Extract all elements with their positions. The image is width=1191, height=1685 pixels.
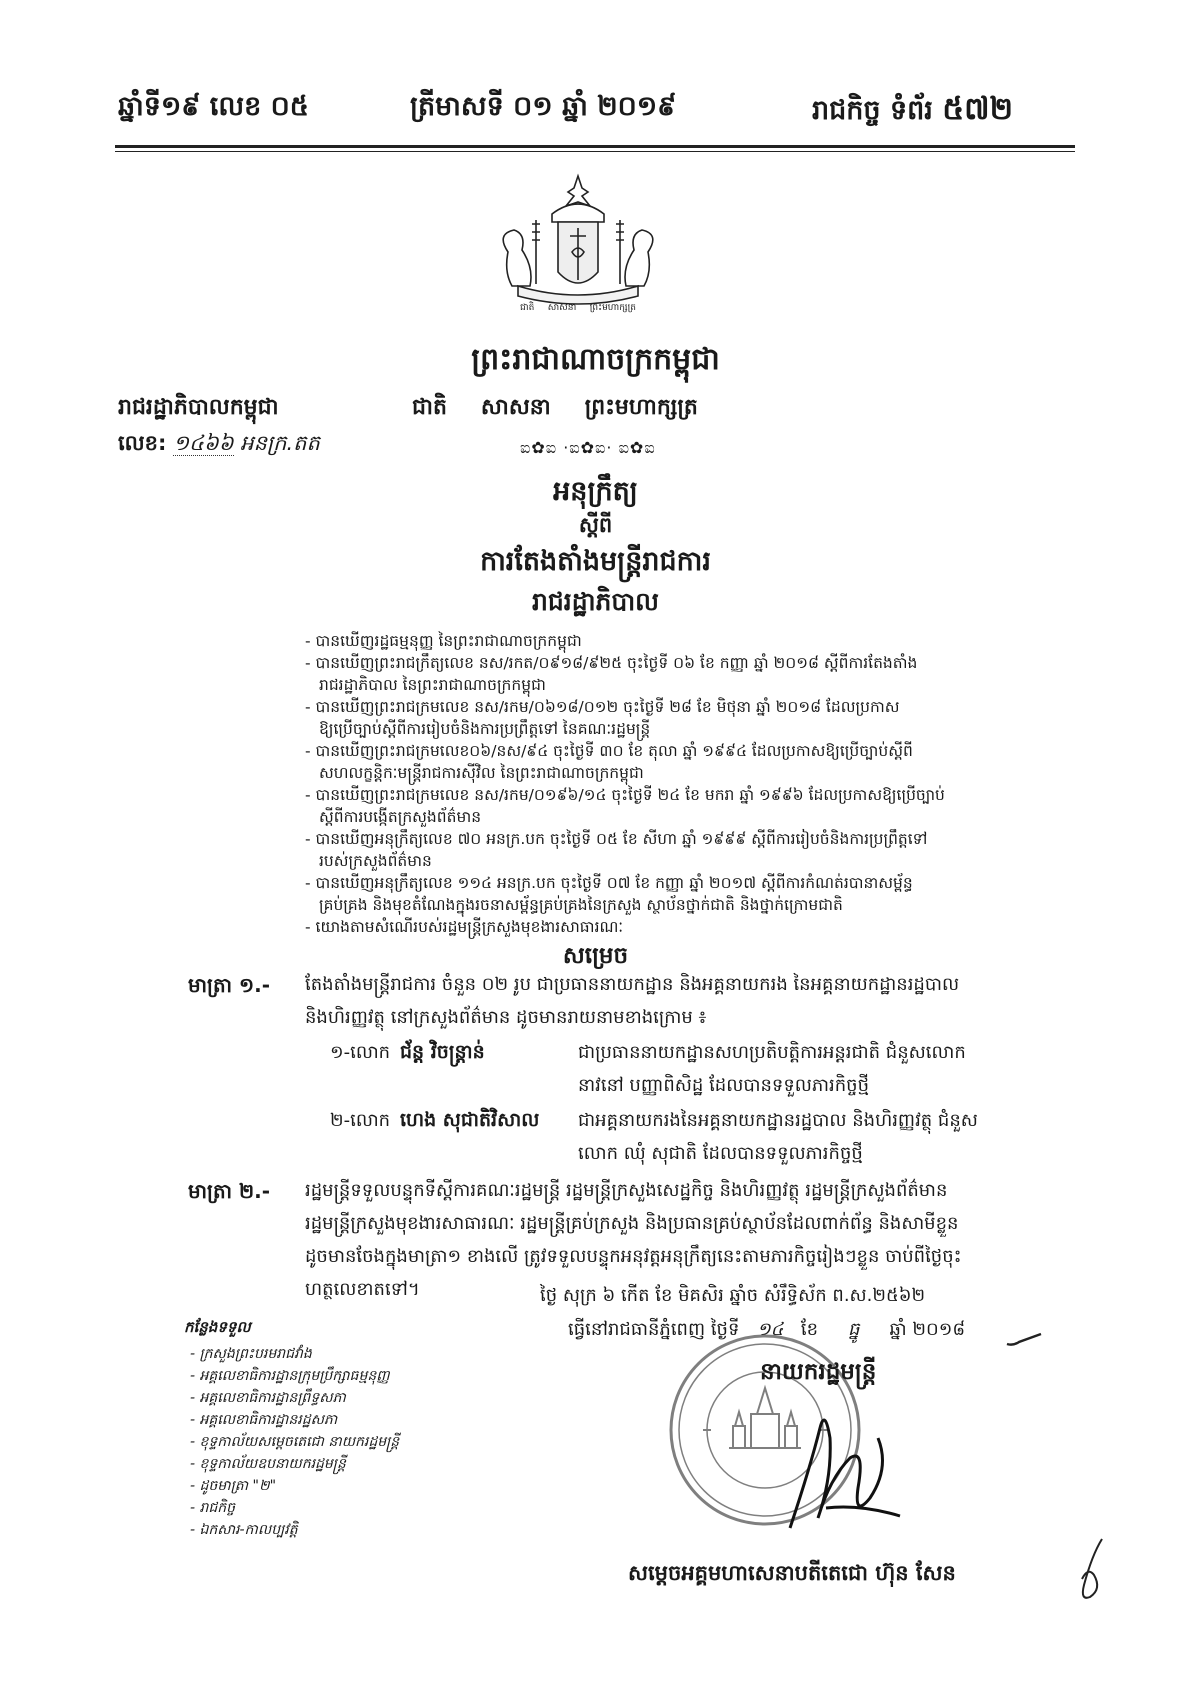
cc-item: - រាជកិច្ច [190, 1500, 236, 1516]
preamble-item-cont: ឱ្យប្រើច្បាប់ស្តីពីការរៀបចំនិងការប្រព្រឹត្តទៅ នៃគណៈរដ្ឋមន្ត្រី [319, 720, 651, 738]
lunar-date: ថ្ងៃ សុក្រ ៦ កើត ខែ មិគសិរ ឆ្នាំច សំរឹទ្ធិស័ក ព.ស.២៥៦២ [540, 1285, 926, 1306]
issue-date-day: ១៤ [756, 1319, 784, 1340]
preamble-item-cont: ស្តីពីការបង្កើតក្រសួងព័ត៌មាន [319, 808, 482, 826]
signature-icon [770, 1408, 920, 1538]
appointee-1-name: ជ័ន្ត វិចន្ត្រាន់ [400, 1041, 485, 1063]
issue-date-text: ធ្វើនៅរាជធានីភ្នំពេញ ថ្ងៃទី [568, 1319, 740, 1340]
decree-about: ស្ដីពី [578, 513, 613, 537]
decree-type: អនុក្រឹត្យ [553, 476, 638, 507]
header-page-number: ៥៧២ [942, 91, 1014, 127]
issue-date-year: ឆ្នាំ ២០១៨ [889, 1319, 966, 1340]
appointee-2-line: ជាអគ្គនាយករងនៃអគ្គនាយកដ្ឋានរដ្ឋបាល និងហិរញ្ញវត្ថុ ជំនួស [578, 1110, 978, 1131]
cc-item: - ដូចមាត្រា "២" [190, 1478, 277, 1494]
preamble-item: - បានឃើញព្រះរាជក្រមលេខ នស/រកម/០១៩៦/១៤ ចុះថ្ងៃទី ២៤ ខែ មករា ឆ្នាំ ១៩៩៦ ដែលប្រកាសឱ្យប្រើច្បាប់ [305, 786, 945, 804]
header-center: ត្រីមាសទី ០១ ឆ្នាំ ២០១៩ [410, 91, 677, 122]
date-tick-icon [1005, 1330, 1045, 1350]
reference-number [118, 430, 320, 461]
article-2-line: ហត្ថលេខាតទៅ។ [305, 1279, 420, 1300]
preamble-item: - បានឃើញព្រះរាជក្រឹត្យលេខ នស/រកត/០៩១៨/៩២៥ ចុះថ្ងៃទី ០៦ ខែ កញ្ញា ឆ្នាំ ២០១៨ ស្តីពីការតែងតាំង [305, 654, 918, 672]
article-1-body [305, 968, 1075, 1034]
cc-item: - អគ្គលេខាធិការដ្ឋានរដ្ឋសភា [190, 1412, 338, 1428]
preamble-item-cont: រាជរដ្ឋាភិបាល នៃព្រះរាជាណាចក្រកម្ពុជា [319, 676, 546, 694]
preamble-item-cont: គ្រប់គ្រង និងមុខតំណែងក្នុងរចនាសម្ព័ន្ធគ្រប់គ្រងនៃក្រសួង ស្ថាប័នថ្នាក់ជាតិ និងថ្នាក់ក្រោមជាតិ [319, 896, 843, 914]
appointee-2-line: លោក ឈុំ សុជាតិ ដែលបានទទួលភារកិច្ចថ្មី [578, 1143, 863, 1164]
article-2-line: រដ្ឋមន្ត្រីទទួលបន្ទុកទីស្តីការគណៈរដ្ឋមន្ត្រី រដ្ឋមន្ត្រីក្រសួងសេដ្ឋកិច្ច និងហិរញ្ញវត្ថុ រដ្ឋមន្ត្រីក្រសួងព័ត៌មាន [305, 1180, 948, 1201]
motto-religion: សាសនា [480, 395, 551, 420]
motto-nation: ជាតិ [412, 395, 447, 420]
cc-item: - អគ្គលេខាធិការដ្ឋានក្រុមប្រឹក្សាធម្មនុញ្ញ [190, 1368, 390, 1384]
ornament-divider: ಐ✿ಐ ·ಐ✿ಐ· ಐ✿ಐ [520, 438, 656, 457]
issue-date-month: ធ្នូ [848, 1319, 860, 1340]
motto-king: ព្រះមហាក្សត្រ [584, 395, 698, 420]
issue-date-month-label: ខែ [800, 1319, 819, 1340]
emblem-banner-king: ព្រះមហាក្សត្រ [589, 303, 636, 313]
preamble-item: - បានឃើញព្រះរាជក្រមលេខ នស/រកម/០៦១៨/០១២ ចុះថ្ងៃទី ២៨ ខែ មិថុនា ឆ្នាំ ២០១៨ ដែលប្រកាស [305, 698, 900, 716]
article-2-line: ដូចមានចែងក្នុងមាត្រា១ ខាងលើ ត្រូវទទួលបន្ទុកអនុវត្តអនុក្រឹត្យនេះតាមភារកិច្ចរៀងៗខ្លួន ចាប់ពីថ្ងៃចុះ [305, 1246, 962, 1267]
preamble-item: - បានឃើញអនុក្រឹត្យលេខ ៧០ អនក្រ.បក ចុះថ្ងៃទី ០៥ ខែ សីហា ឆ្នាំ ១៩៩៩ ស្តីពីការរៀបចំនិងការប្រព្រឹត្តទៅ [305, 830, 928, 848]
reference-suffix: អនក្រ.តត [240, 431, 320, 455]
national-motto [412, 393, 698, 425]
appointee-1-num: ១-លោក [330, 1042, 391, 1063]
cc-title: កន្លែងទទួល [184, 1318, 251, 1336]
article-1-line: និងហិរញ្ញវត្ថុ នៅក្រសួងព័ត៌មាន ដូចមានរាយនាមខាងក្រោម ៖ [305, 1007, 707, 1028]
header-right-prefix: រាជកិច្ច ទំព័រ [812, 95, 933, 126]
preamble-item: - បានឃើញអនុក្រឹត្យលេខ ១១៤ អនក្រ.បក ចុះថ្ងៃទី ០៧ ខែ កញ្ញា ឆ្នាំ ២០១៧ ស្តីពីការកំណត់របានាសម្ព័ន្ធ [305, 874, 913, 892]
header-right [812, 90, 1013, 135]
appointee-1-line: នាវនៅ បញ្ញាពិសិដ្ឋ ដែលបានទទួលភារកិច្ចថ្មី [578, 1075, 870, 1096]
reference-value: ១៤៦៦ [173, 431, 234, 455]
emblem-banner-nation: ជាតិ [520, 303, 535, 313]
reference-label: លេខ: [118, 431, 167, 455]
article-2-line: រដ្ឋមន្ត្រីក្រសួងមុខងារសាធារណៈ រដ្ឋមន្ត្រីគ្រប់ក្រសួង និងប្រធានគ្រប់ស្ថាប័នដែលពាក់ព័ន្ធ និងសាមីខ្លួន [305, 1213, 959, 1234]
appointee-1-line: ជាប្រធាននាយកដ្ឋានសហប្រតិបត្តិការអន្តរជាតិ ជំនួសលោក [578, 1042, 966, 1063]
article-2-label: មាត្រា ២.- [188, 1179, 271, 1203]
kingdom-title: ព្រះរាជាណាចក្រកម្ពុជា [471, 342, 720, 377]
appointee-2-num: ២-លោក [330, 1110, 391, 1131]
preamble-item: - យោងតាមសំណើរបស់រដ្ឋមន្ត្រីក្រសួងមុខងារសាធារណៈ [305, 918, 624, 936]
cc-list [190, 1343, 399, 1541]
signatory-name: សម្តេចអគ្គមហាសេនាបតីតេជោ ហ៊ុន សែន [628, 1561, 956, 1585]
cc-item: - ខុទ្ទកាល័យសម្តេចតេជោ នាយករដ្ឋមន្ត្រី [190, 1434, 400, 1450]
preamble-item-cont: សហលក្ខន្តិកៈមន្ត្រីរាជការស៊ីវិល នៃព្រះរាជាណាចក្រកម្ពុជា [319, 764, 644, 782]
header-left: ឆ្នាំទី១៩ លេខ ០៥ [118, 91, 309, 122]
decision-heading: សម្រេច [562, 943, 629, 969]
emblem-banner-religion: សាសនា [547, 303, 577, 313]
cc-item: - ឯកសារ-កាលប្បវត្តិ [190, 1522, 298, 1538]
royal-coat-of-arms-icon [478, 172, 678, 322]
header-rule [115, 145, 1075, 148]
issuer-name: រាជរដ្ឋាភិបាលកម្ពុជា [118, 395, 279, 420]
appointee-2-name: ហេង សុជាតិវិសាល [400, 1109, 540, 1131]
appointee-2-role [578, 1104, 1078, 1170]
preamble-list [305, 630, 1075, 938]
article-1-label: មាត្រា ១.- [188, 973, 271, 997]
initial-mark-icon [1072, 1535, 1112, 1605]
appointee-1-role [578, 1036, 1078, 1102]
signatory-title: នាយករដ្ឋមន្ត្រី [760, 1359, 877, 1385]
preamble-item-cont: របស់ក្រសួងព័ត៌មាន [319, 852, 432, 870]
decree-subject: ការតែងតាំងមន្ត្រីរាជការ [480, 546, 711, 577]
preamble-item: - បានឃើញព្រះរាជក្រមលេខ០៦/នស/៩៤ ចុះថ្ងៃទី ៣០ ខែ តុលា ឆ្នាំ ១៩៩៤ ដែលប្រកាសឱ្យប្រើច្បាប់ស្តីពី [305, 742, 913, 760]
cc-item: - ខុទ្ទកាល័យឧបនាយករដ្ឋមន្ត្រី [190, 1456, 346, 1472]
cc-item: - អគ្គលេខាធិការដ្ឋានព្រឹទ្ធសភា [190, 1390, 346, 1406]
cc-item: - ក្រសួងព្រះបរមរាជវាំង [190, 1346, 312, 1362]
header-rule-thin [115, 151, 1075, 152]
decree-body: រាជរដ្ឋាភិបាល [532, 587, 659, 616]
article-1-line: តែងតាំងមន្ត្រីរាជការ ចំនួន ០២ រូប ជាប្រធាននាយកដ្ឋាន និងអគ្គនាយករង នៃអគ្គនាយកដ្ឋានរដ្ឋបាល [305, 974, 960, 995]
preamble-item: - បានឃើញរដ្ឋធម្មនុញ្ញ នៃព្រះរាជាណាចក្រកម្ពុជា [305, 632, 582, 650]
